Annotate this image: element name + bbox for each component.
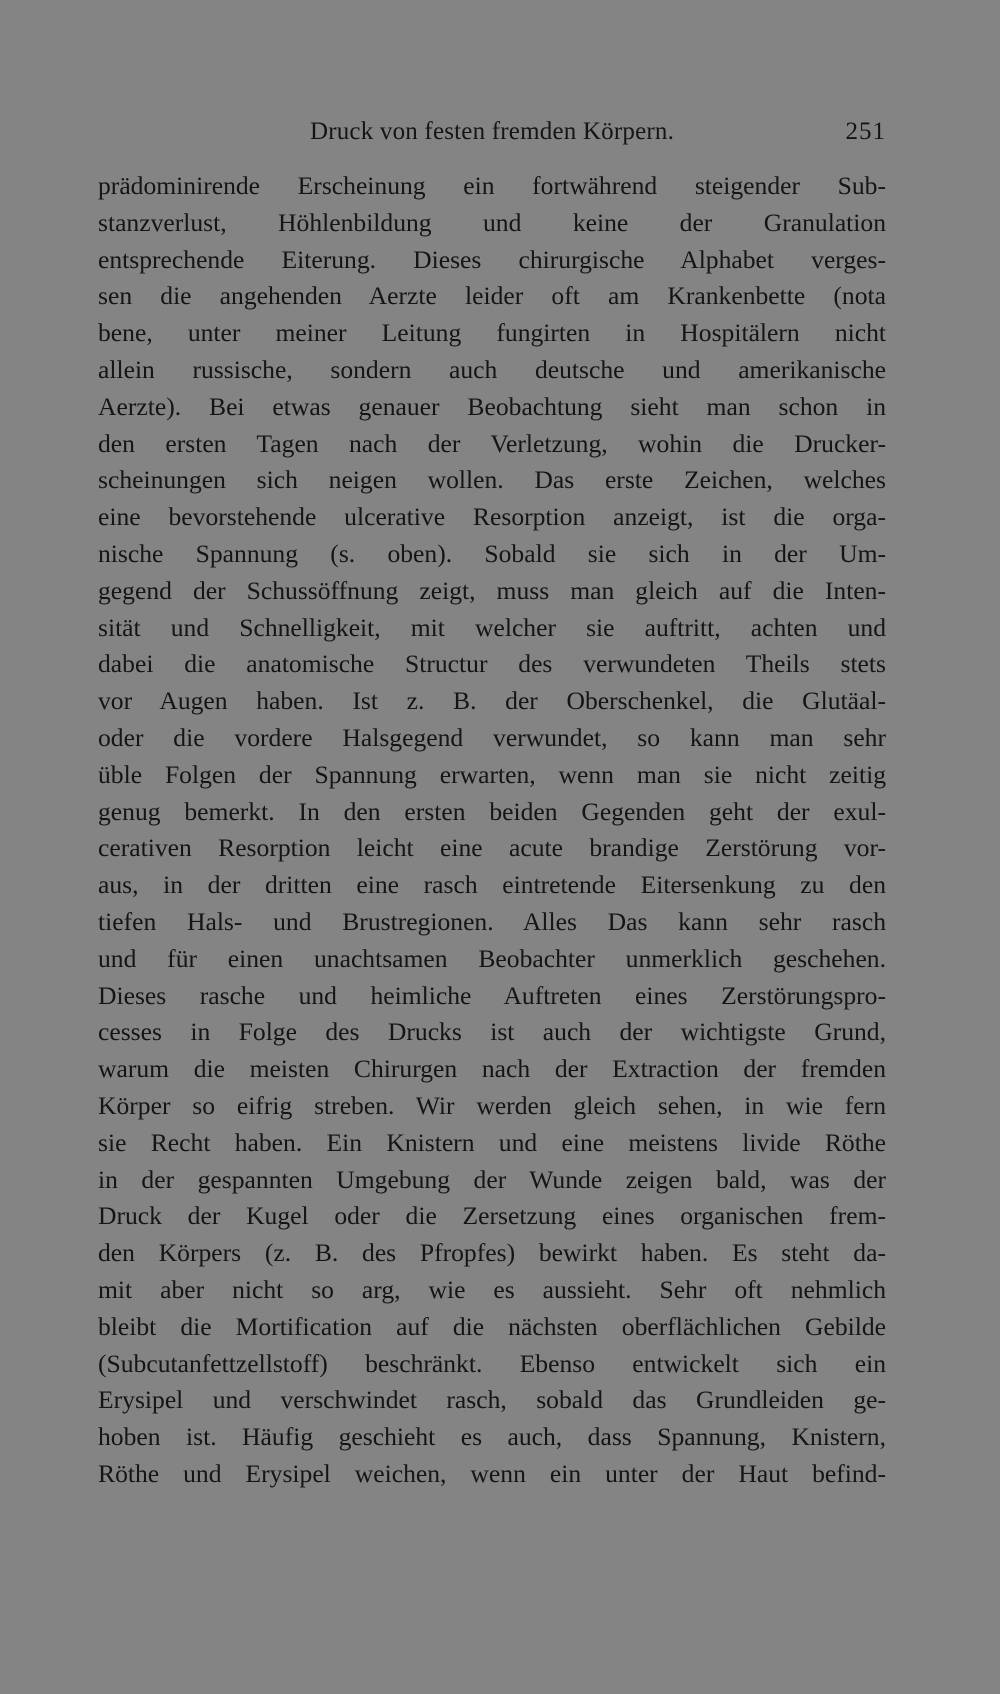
text-line: den ersten Tagen nach der Verletzung, wohin die Drucker- [98, 428, 886, 458]
body-text [98, 168, 886, 1493]
text-line: entsprechende Eiterung. Dieses chirurgische Alphabet verges- [98, 244, 886, 274]
text-line: sität und Schnelligkeit, mit welcher sie auftritt, achten und [98, 612, 886, 642]
running-head [98, 112, 886, 152]
text-line: genug bemerkt. In den ersten beiden Gegenden geht der exul- [98, 796, 886, 826]
text-line: oder die vordere Halsgegend verwundet, so kann man sehr [98, 722, 886, 752]
text-line: Druck der Kugel oder die Zersetzung eines organischen frem- [98, 1201, 886, 1231]
text-line: vor Augen haben. Ist z. B. der Oberschenkel, die Glutäal- [98, 686, 886, 716]
text-line: in der gespannten Umgebung der Wunde zeigen bald, was der [98, 1164, 886, 1194]
text-line: (Subcutanfettzellstoff) beschränkt. Ebenso entwickelt sich ein [98, 1348, 886, 1378]
text-line: scheinungen sich neigen wollen. Das erste Zeichen, welches [98, 465, 886, 495]
text-line: sen die angehenden Aerzte leider oft am Krankenbette (nota [98, 281, 886, 311]
running-title: Druck von festen fremden Körpern. [309, 118, 675, 145]
text-line: Röthe und Erysipel weichen, wenn ein unter der Haut befind- [98, 1458, 886, 1488]
text-line: nische Spannung (s. oben). Sobald sie sich in der Um- [98, 538, 886, 568]
text-line: Erysipel und verschwindet rasch, sobald das Grundleiden ge- [98, 1385, 886, 1415]
page-number: 251 [845, 118, 886, 145]
text-line: cerativen Resorption leicht eine acute brandige Zerstörung vor- [98, 833, 886, 863]
text-line: sie Recht haben. Ein Knistern und eine meistens livide Röthe [98, 1127, 886, 1157]
text-line: stanzverlust, Höhlenbildung und keine der Granulation [98, 207, 886, 237]
text-line: und für einen unachtsamen Beobachter unmerklich geschehen. [98, 943, 886, 973]
text-line: Aerzte). Bei etwas genauer Beobachtung sieht man schon in [98, 391, 886, 421]
text-line: mit aber nicht so arg, wie es aussieht. Sehr oft nehmlich [98, 1274, 886, 1304]
text-line: tiefen Hals- und Brustregionen. Alles Das kann sehr rasch [98, 906, 886, 936]
text-line: eine bevorstehende ulcerative Resorption anzeigt, ist die orga- [98, 502, 886, 532]
text-line: bene, unter meiner Leitung fungirten in Hospitälern nicht [98, 318, 886, 348]
text-line: üble Folgen der Spannung erwarten, wenn man sie nicht zeitig [98, 759, 886, 789]
text-line: cesses in Folge des Drucks ist auch der wichtigste Grund, [98, 1017, 886, 1047]
text-line: hoben ist. Häufig geschieht es auch, dass Spannung, Knistern, [98, 1422, 886, 1452]
text-line: warum die meisten Chirurgen nach der Extraction der fremden [98, 1054, 886, 1084]
text-line: gegend der Schussöffnung zeigt, muss man gleich auf die Inten- [98, 575, 886, 605]
text-line: bleibt die Mortification auf die nächsten oberflächlichen Gebilde [98, 1311, 886, 1341]
text-line: allein russische, sondern auch deutsche und amerikanische [98, 354, 886, 384]
text-line: dabei die anatomische Structur des verwundeten Theils stets [98, 649, 886, 679]
text-line: Dieses rasche und heimliche Auftreten eines Zerstörungspro- [98, 980, 886, 1010]
text-line: prädominirende Erscheinung ein fortwährend steigender Sub- [98, 171, 886, 200]
text-line: den Körpers (z. B. des Pfropfes) bewirkt haben. Es steht da- [98, 1238, 886, 1268]
text-line: aus, in der dritten eine rasch eintretende Eitersenkung zu den [98, 870, 886, 900]
text-line: Körper so eifrig streben. Wir werden gleich sehen, in wie fern [98, 1090, 886, 1120]
